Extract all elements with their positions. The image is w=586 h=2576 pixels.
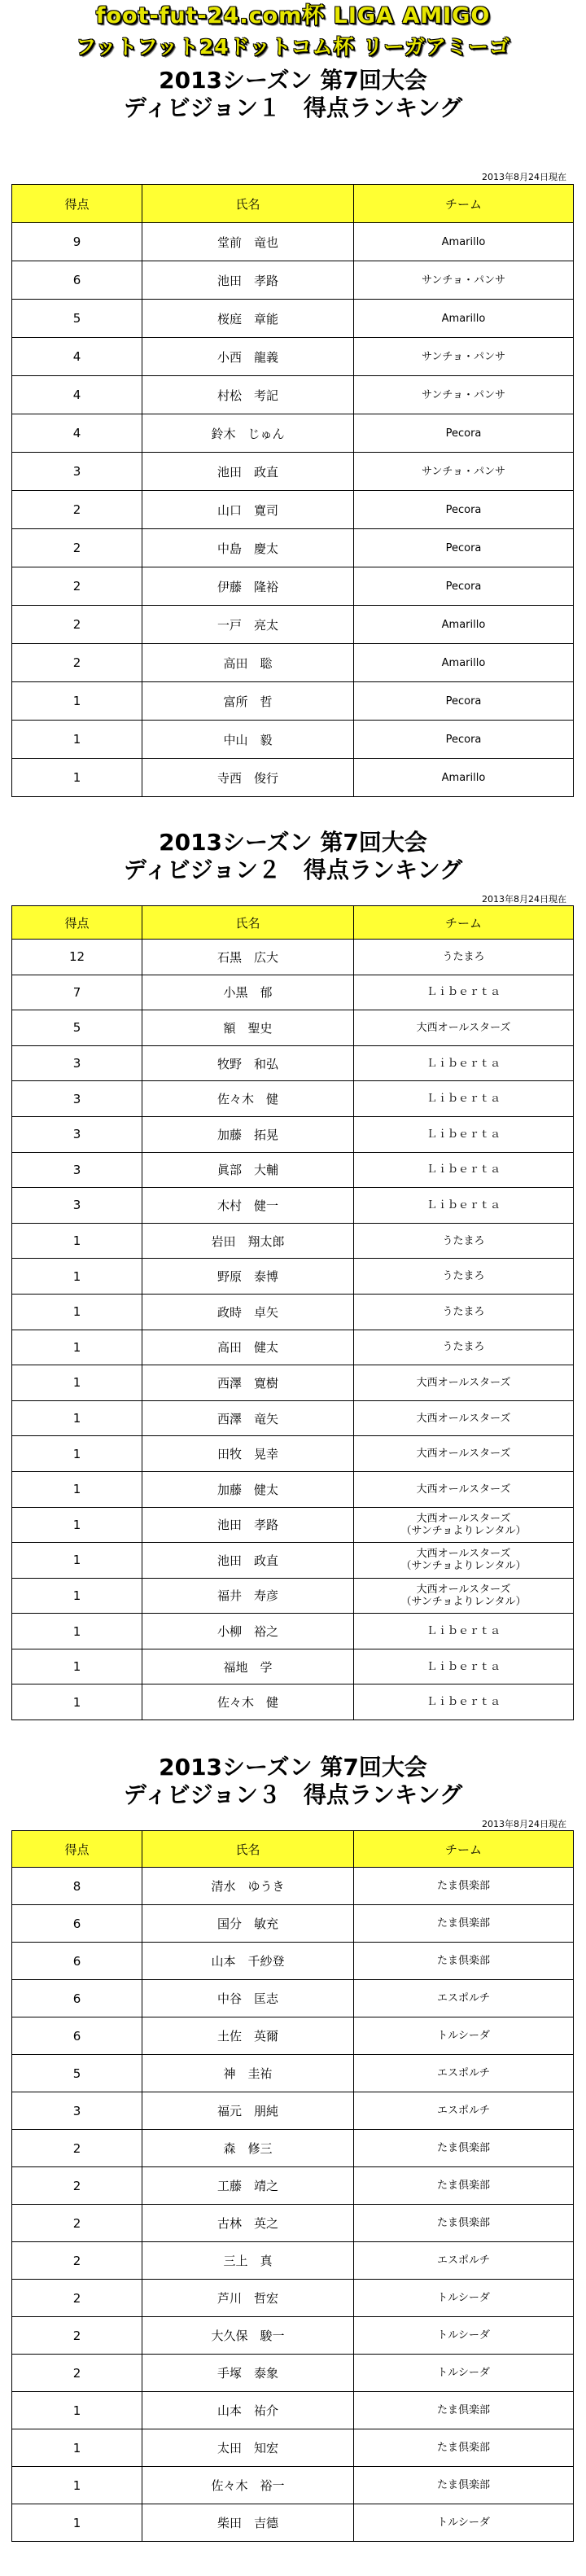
team-cell: トルシーダ [354,2355,574,2392]
player-name-cell: 佐々木 健 [142,1081,354,1117]
table-row [12,1294,574,1330]
player-name-cell: 伊藤 隆裕 [142,567,354,606]
team-cell: エスポルチ [354,1980,574,2017]
player-name-cell: 石黒 広大 [142,940,354,975]
score-cell: 1 [12,682,142,721]
team-cell: トルシーダ [354,2280,574,2317]
team-cell: Ｌｉｂｅｒｔａ [354,1649,574,1684]
team-cell: サンチョ・パンサ [354,376,574,414]
table-row [12,2467,574,2504]
team-cell: Ｌｉｂｅｒｔａ [354,1045,574,1081]
table-row [12,2017,574,2055]
table-row [12,338,574,376]
table-row [12,1684,574,1720]
score-cell: 4 [12,338,142,376]
team-cell: Amarillo [354,644,574,682]
div3-ranking-table [11,1830,574,2542]
score-cell: 7 [12,975,142,1010]
player-name-cell: 太田 知宏 [142,2429,354,2467]
player-name-cell: 佐々木 裕一 [142,2467,354,2504]
player-name-cell: 池田 孝路 [142,1507,354,1543]
score-cell: 5 [12,300,142,338]
score-cell: 1 [12,1471,142,1507]
team-cell: たま倶楽部 [354,1943,574,1980]
score-cell: 2 [12,606,142,644]
score-cell: 3 [12,1081,142,1117]
player-name-cell: 福元 朋純 [142,2092,354,2130]
player-name-cell: 高田 聡 [142,644,354,682]
score-cell: 3 [12,1116,142,1152]
player-name-cell: 一戸 亮太 [142,606,354,644]
table-row [12,529,574,567]
player-name-cell: 寺西 俊行 [142,759,354,797]
table-row [12,2504,574,2542]
team-cell: 大西オールスターズ （サンチョよりレンタル） [354,1507,574,1543]
table-row [12,1223,574,1259]
team-cell: Amarillo [354,300,574,338]
table-row [12,1365,574,1401]
player-name-cell: 西澤 寛樹 [142,1365,354,1401]
table-row [12,1905,574,1943]
table-row [12,453,574,491]
team-cell: Ｌｉｂｅｒｔａ [354,1152,574,1188]
table-row [12,1188,574,1224]
score-cell: 3 [12,453,142,491]
score-cell: 3 [12,1152,142,1188]
team-cell: サンチョ・パンサ [354,453,574,491]
team-cell: トルシーダ [354,2017,574,2055]
table-header-row [12,1831,574,1868]
team-cell: サンチョ・パンサ [354,338,574,376]
table-row [12,606,574,644]
table-row [12,1943,574,1980]
player-name-cell: 額 聖史 [142,1010,354,1046]
table-row [12,2130,574,2167]
team-cell: Ｌｉｂｅｒｔａ [354,1116,574,1152]
score-cell: 6 [12,261,142,300]
player-name-cell: 加藤 健太 [142,1471,354,1507]
score-cell: 1 [12,1400,142,1436]
div1-title-season: 2013シーズン 第7回大会 [159,67,427,94]
player-name-cell: 高田 健太 [142,1330,354,1365]
player-name-cell: 中島 慶太 [142,529,354,567]
team-cell: うたまろ [354,940,574,975]
player-name-cell: 政時 卓矢 [142,1294,354,1330]
team-column-header: チーム [354,1831,574,1868]
player-name-cell: 小黒 郁 [142,975,354,1010]
name-column-header: 氏名 [142,906,354,940]
score-cell: 2 [12,2167,142,2205]
table-row [12,376,574,414]
header-title-en: foot-fut-24.com杯 LIGA AMIGO [95,3,491,28]
player-name-cell: 佐々木 健 [142,1684,354,1720]
score-cell: 1 [12,1365,142,1401]
player-name-cell: 神 圭祐 [142,2055,354,2092]
score-cell: 1 [12,1330,142,1365]
score-cell: 4 [12,414,142,453]
score-cell: 1 [12,2429,142,2467]
team-cell: Ｌｉｂｅｒｔａ [354,1081,574,1117]
team-cell: 大西オールスターズ [354,1400,574,1436]
score-cell: 2 [12,2242,142,2280]
table-row [12,491,574,529]
score-cell: 2 [12,2130,142,2167]
team-cell: Pecora [354,529,574,567]
table-row [12,1980,574,2017]
score-cell: 8 [12,1868,142,1905]
player-name-cell: 古林 英之 [142,2205,354,2242]
team-cell: たま倶楽部 [354,2392,574,2429]
team-cell: 大西オールスターズ [354,1365,574,1401]
player-name-cell: 眞部 大輔 [142,1152,354,1188]
table-row [12,1330,574,1365]
table-row [12,644,574,682]
player-name-cell: 三上 真 [142,2242,354,2280]
div1-ranking-table [11,184,574,797]
team-cell: たま倶楽部 [354,2205,574,2242]
team-cell: Ｌｉｂｅｒｔａ [354,975,574,1010]
score-column-header: 得点 [12,185,142,223]
team-column-header: チーム [354,906,574,940]
team-cell: 大西オールスターズ [354,1010,574,1046]
player-name-cell: 岩田 翔太郎 [142,1223,354,1259]
table-row [12,1400,574,1436]
player-name-cell: 工藤 靖之 [142,2167,354,2205]
score-cell: 2 [12,491,142,529]
div2-ranking-table [11,905,574,1720]
score-cell: 1 [12,1223,142,1259]
score-cell: 12 [12,940,142,975]
team-cell: Amarillo [354,223,574,261]
div3-title-season: 2013シーズン 第7回大会 [159,1754,427,1781]
score-cell: 1 [12,2504,142,2542]
div2-title-ranking: ディビジョン２ 得点ランキング [123,856,463,883]
team-cell: Pecora [354,491,574,529]
score-cell: 2 [12,2280,142,2317]
table-row [12,1543,574,1579]
table-row [12,1010,574,1046]
score-cell: 1 [12,1294,142,1330]
team-cell: Ｌｉｂｅｒｔａ [354,1188,574,1224]
player-name-cell: 国分 敏充 [142,1905,354,1943]
score-cell: 3 [12,1045,142,1081]
player-name-cell: 池田 政直 [142,1543,354,1579]
name-column-header: 氏名 [142,185,354,223]
name-column-header: 氏名 [142,1831,354,1868]
player-name-cell: 福地 学 [142,1649,354,1684]
player-name-cell: 山本 千紗登 [142,1943,354,1980]
table-row [12,1152,574,1188]
team-cell: Amarillo [354,606,574,644]
score-cell: 1 [12,1543,142,1579]
score-cell: 4 [12,376,142,414]
table-row [12,414,574,453]
score-cell: 1 [12,1259,142,1295]
player-name-cell: 中谷 匡志 [142,1980,354,2017]
table-row [12,1045,574,1081]
player-name-cell: 西澤 竜矢 [142,1400,354,1436]
score-cell: 3 [12,2092,142,2130]
player-name-cell: 中山 毅 [142,721,354,759]
score-cell: 2 [12,644,142,682]
score-cell: 1 [12,1507,142,1543]
table-row [12,2205,574,2242]
score-cell: 6 [12,1943,142,1980]
score-cell: 1 [12,1578,142,1614]
player-name-cell: 土佐 英爾 [142,2017,354,2055]
score-cell: 1 [12,759,142,797]
player-name-cell: 福井 寿彦 [142,1578,354,1614]
player-name-cell: 桜庭 章能 [142,300,354,338]
team-cell: たま倶楽部 [354,1868,574,1905]
player-name-cell: 芦川 哲宏 [142,2280,354,2317]
table-row [12,1578,574,1614]
header-title-ja: フットフット24ドットコム杯 リーガアミーゴ [76,35,510,59]
score-column-header: 得点 [12,906,142,940]
div1-as-of-date: 2013年8月24日現在 [482,172,566,182]
div3-title-ranking: ディビジョン３ 得点ランキング [123,1781,463,1808]
team-cell: エスポルチ [354,2092,574,2130]
player-name-cell: 清水 ゆうき [142,1868,354,1905]
table-row [12,1649,574,1684]
team-cell: 大西オールスターズ [354,1436,574,1472]
table-row [12,1471,574,1507]
score-cell: 1 [12,2467,142,2504]
score-cell: 2 [12,2355,142,2392]
team-cell: たま倶楽部 [354,2130,574,2167]
score-cell: 3 [12,1188,142,1224]
player-name-cell: 山口 寛司 [142,491,354,529]
score-cell: 6 [12,1980,142,2017]
team-cell: うたまろ [354,1259,574,1295]
player-name-cell: 池田 孝路 [142,261,354,300]
table-row [12,2392,574,2429]
table-row [12,567,574,606]
table-row [12,2167,574,2205]
team-cell: サンチョ・パンサ [354,261,574,300]
team-cell: Amarillo [354,759,574,797]
table-row [12,1116,574,1152]
table-row [12,300,574,338]
player-name-cell: 堂前 竜也 [142,223,354,261]
team-cell: たま倶楽部 [354,2467,574,2504]
team-cell: うたまろ [354,1294,574,1330]
team-cell: 大西オールスターズ [354,1471,574,1507]
score-cell: 2 [12,567,142,606]
player-name-cell: 村松 考記 [142,376,354,414]
score-cell: 2 [12,2205,142,2242]
team-cell: Pecora [354,567,574,606]
player-name-cell: 山本 祐介 [142,2392,354,2429]
score-cell: 9 [12,223,142,261]
table-row [12,1614,574,1649]
table-header-row [12,906,574,940]
table-row [12,975,574,1010]
table-row [12,2355,574,2392]
table-header-row [12,185,574,223]
team-cell: たま倶楽部 [354,2167,574,2205]
team-cell: Pecora [354,721,574,759]
div2-as-of-date: 2013年8月24日現在 [482,894,566,905]
player-name-cell: 鈴木 じゅん [142,414,354,453]
score-cell: 1 [12,1684,142,1720]
score-cell: 1 [12,2392,142,2429]
player-name-cell: 木村 健一 [142,1188,354,1224]
table-row [12,1868,574,1905]
table-row [12,1259,574,1295]
table-row [12,759,574,797]
team-cell: Ｌｉｂｅｒｔａ [354,1614,574,1649]
score-cell: 1 [12,1649,142,1684]
div2-title-season: 2013シーズン 第7回大会 [159,829,427,856]
team-cell: Ｌｉｂｅｒｔａ [354,1684,574,1720]
team-cell: たま倶楽部 [354,1905,574,1943]
div3-as-of-date: 2013年8月24日現在 [482,1819,566,1829]
score-cell: 5 [12,2055,142,2092]
table-row [12,2242,574,2280]
score-cell: 1 [12,721,142,759]
player-name-cell: 田牧 晃幸 [142,1436,354,1472]
score-cell: 1 [12,1614,142,1649]
table-row [12,1081,574,1117]
player-name-cell: 加藤 拓晃 [142,1116,354,1152]
table-row [12,2429,574,2467]
player-name-cell: 森 修三 [142,2130,354,2167]
player-name-cell: 池田 政直 [142,453,354,491]
score-column-header: 得点 [12,1831,142,1868]
player-name-cell: 野原 泰博 [142,1259,354,1295]
team-cell: 大西オールスターズ （サンチョよりレンタル） [354,1543,574,1579]
team-cell: Pecora [354,682,574,721]
player-name-cell: 小柳 裕之 [142,1614,354,1649]
table-row [12,2092,574,2130]
player-name-cell: 牧野 和弘 [142,1045,354,1081]
table-row [12,261,574,300]
score-cell: 6 [12,1905,142,1943]
table-row [12,721,574,759]
table-row [12,682,574,721]
table-row [12,2055,574,2092]
team-cell: たま倶楽部 [354,2429,574,2467]
player-name-cell: 大久保 駿一 [142,2317,354,2355]
score-cell: 1 [12,1436,142,1472]
score-cell: 2 [12,529,142,567]
player-name-cell: 柴田 吉德 [142,2504,354,2542]
team-cell: うたまろ [354,1223,574,1259]
table-row [12,940,574,975]
table-row [12,223,574,261]
team-cell: トルシーダ [354,2317,574,2355]
div1-title-ranking: ディビジョン１ 得点ランキング [123,94,463,121]
table-row [12,1436,574,1472]
team-cell: エスポルチ [354,2242,574,2280]
player-name-cell: 手塚 泰象 [142,2355,354,2392]
player-name-cell: 富所 哲 [142,682,354,721]
table-row [12,1507,574,1543]
score-cell: 5 [12,1010,142,1046]
team-cell: トルシーダ [354,2504,574,2542]
team-cell: Pecora [354,414,574,453]
score-cell: 6 [12,2017,142,2055]
team-cell: 大西オールスターズ （サンチョよりレンタル） [354,1578,574,1614]
team-cell: エスポルチ [354,2055,574,2092]
team-cell: うたまろ [354,1330,574,1365]
table-row [12,2317,574,2355]
score-cell: 2 [12,2317,142,2355]
table-row [12,2280,574,2317]
team-column-header: チーム [354,185,574,223]
player-name-cell: 小西 龍義 [142,338,354,376]
